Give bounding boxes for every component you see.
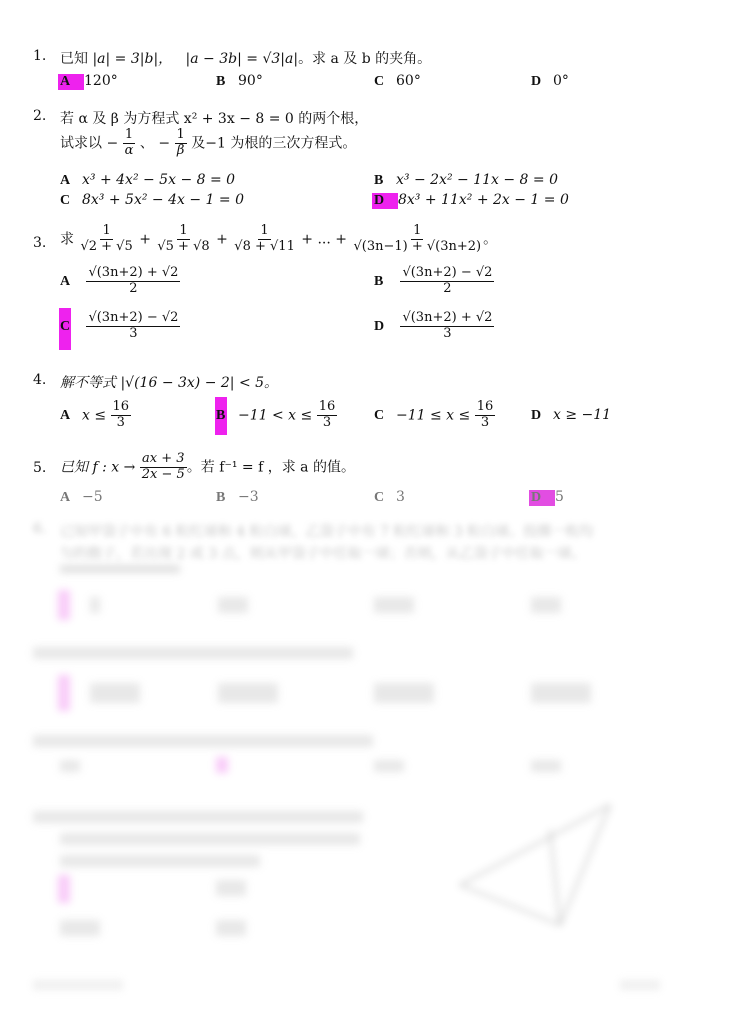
answer-highlight: D — [372, 193, 398, 209]
answer-highlight: D — [529, 490, 555, 506]
question-number: 6. — [33, 521, 47, 537]
answer-highlight — [58, 675, 70, 711]
question-text-line-1: 若 α 及 β 为方程式 x² + 3x − 8 = 0 的两个根， — [60, 111, 369, 127]
question-text: 解不等式 |√(16 − 3x) − 2| < 5。 — [60, 375, 279, 391]
option-c[interactable]: C 60° — [374, 73, 421, 89]
option-c[interactable]: C −11 ≤ x ≤ $\frac{16}{3}$ — [374, 399, 494, 430]
diagram-line — [560, 805, 610, 925]
option-d[interactable]: D 0° — [531, 73, 569, 89]
answer-highlight — [216, 757, 228, 773]
option-b[interactable]: B −11 < x ≤ $\frac{16}{3}$ — [216, 399, 336, 430]
diagram-line — [460, 805, 610, 885]
option-d[interactable]: D $\frac{√(3n+2) + √2}{3}$ — [374, 310, 493, 341]
blurred-line — [60, 565, 180, 573]
option-a[interactable]: A 120° — [60, 73, 118, 89]
option-b[interactable]: B $\frac{√(3n+2) - √2}{2}$ — [374, 265, 493, 296]
diagram-line — [460, 885, 560, 925]
option-a[interactable]: A x ≤ $\frac{16}{3}$ — [60, 399, 130, 430]
question-text-line-2: 试求以 − $\frac{1}{\alpha}$ 、 − $\frac{1}{\beta}$ 及−1 为根的三次方程式。 — [60, 127, 357, 158]
question-text: 求 $\frac{1}{√2 + √5}$ + $\frac{1}{√5 + √8}$ + $\frac{1}{√8 + √11}$ + ... + $\frac{1}{√(3n-1) + √(3n+2)}$ 。 — [60, 223, 498, 254]
triangle-diagram — [450, 785, 650, 945]
option-b[interactable]: B −3 — [216, 489, 259, 505]
question-number: 5. — [33, 460, 47, 476]
option-c[interactable]: C $\frac{√(3n+2) - √2}{3}$ — [60, 310, 179, 341]
answer-highlight: A — [58, 74, 84, 90]
blurred-content — [0, 585, 736, 1005]
option-a[interactable]: A −5 — [60, 489, 103, 505]
question-text: 已知 |a| = 3|b|， |a − 3b| = √3|a|。求 a 及 b 的夹角。 — [60, 51, 432, 67]
option-c[interactable]: C 3 — [374, 489, 405, 505]
option-d[interactable]: D x ≥ −11 — [531, 407, 612, 423]
answer-highlight — [58, 875, 70, 903]
question-text: 已知 f : x → $\frac{ax + 3}{2x - 5}$ 。若 f⁻¹ = f ，求 a 的值。 — [60, 451, 355, 482]
question-number: 3. — [33, 235, 47, 251]
option-a[interactable]: A x³ + 4x² − 5x − 8 = 0 — [60, 172, 236, 188]
option-c[interactable]: C 8x³ + 5x² − 4x − 1 = 0 — [60, 192, 244, 208]
answer-highlight — [58, 590, 70, 620]
question-text-line-1: 已知甲袋子中有 6 粒红球和 4 粒白球，乙袋子中有 7 粒红球和 3 粒白球。投掷一枚均 — [60, 524, 594, 540]
option-d[interactable]: D 8x³ + 11x² + 2x − 1 = 0 — [374, 192, 569, 208]
option-a[interactable]: A $\frac{√(3n+2) + √2}{2}$ — [60, 265, 179, 296]
diagram-line — [550, 830, 560, 925]
option-d[interactable]: D 5 — [531, 489, 564, 505]
question-number: 1. — [33, 48, 47, 64]
option-b[interactable]: B x³ − 2x² − 11x − 8 = 0 — [374, 172, 558, 188]
question-number: 2. — [33, 108, 47, 124]
option-b[interactable]: B 90° — [216, 73, 263, 89]
question-number: 4. — [33, 372, 47, 388]
question-text-line-2: 匀的骰子，若出现 2 或 3 点，则从甲袋子中任取一球；否则，从乙袋子中任取一球。 — [60, 546, 586, 562]
